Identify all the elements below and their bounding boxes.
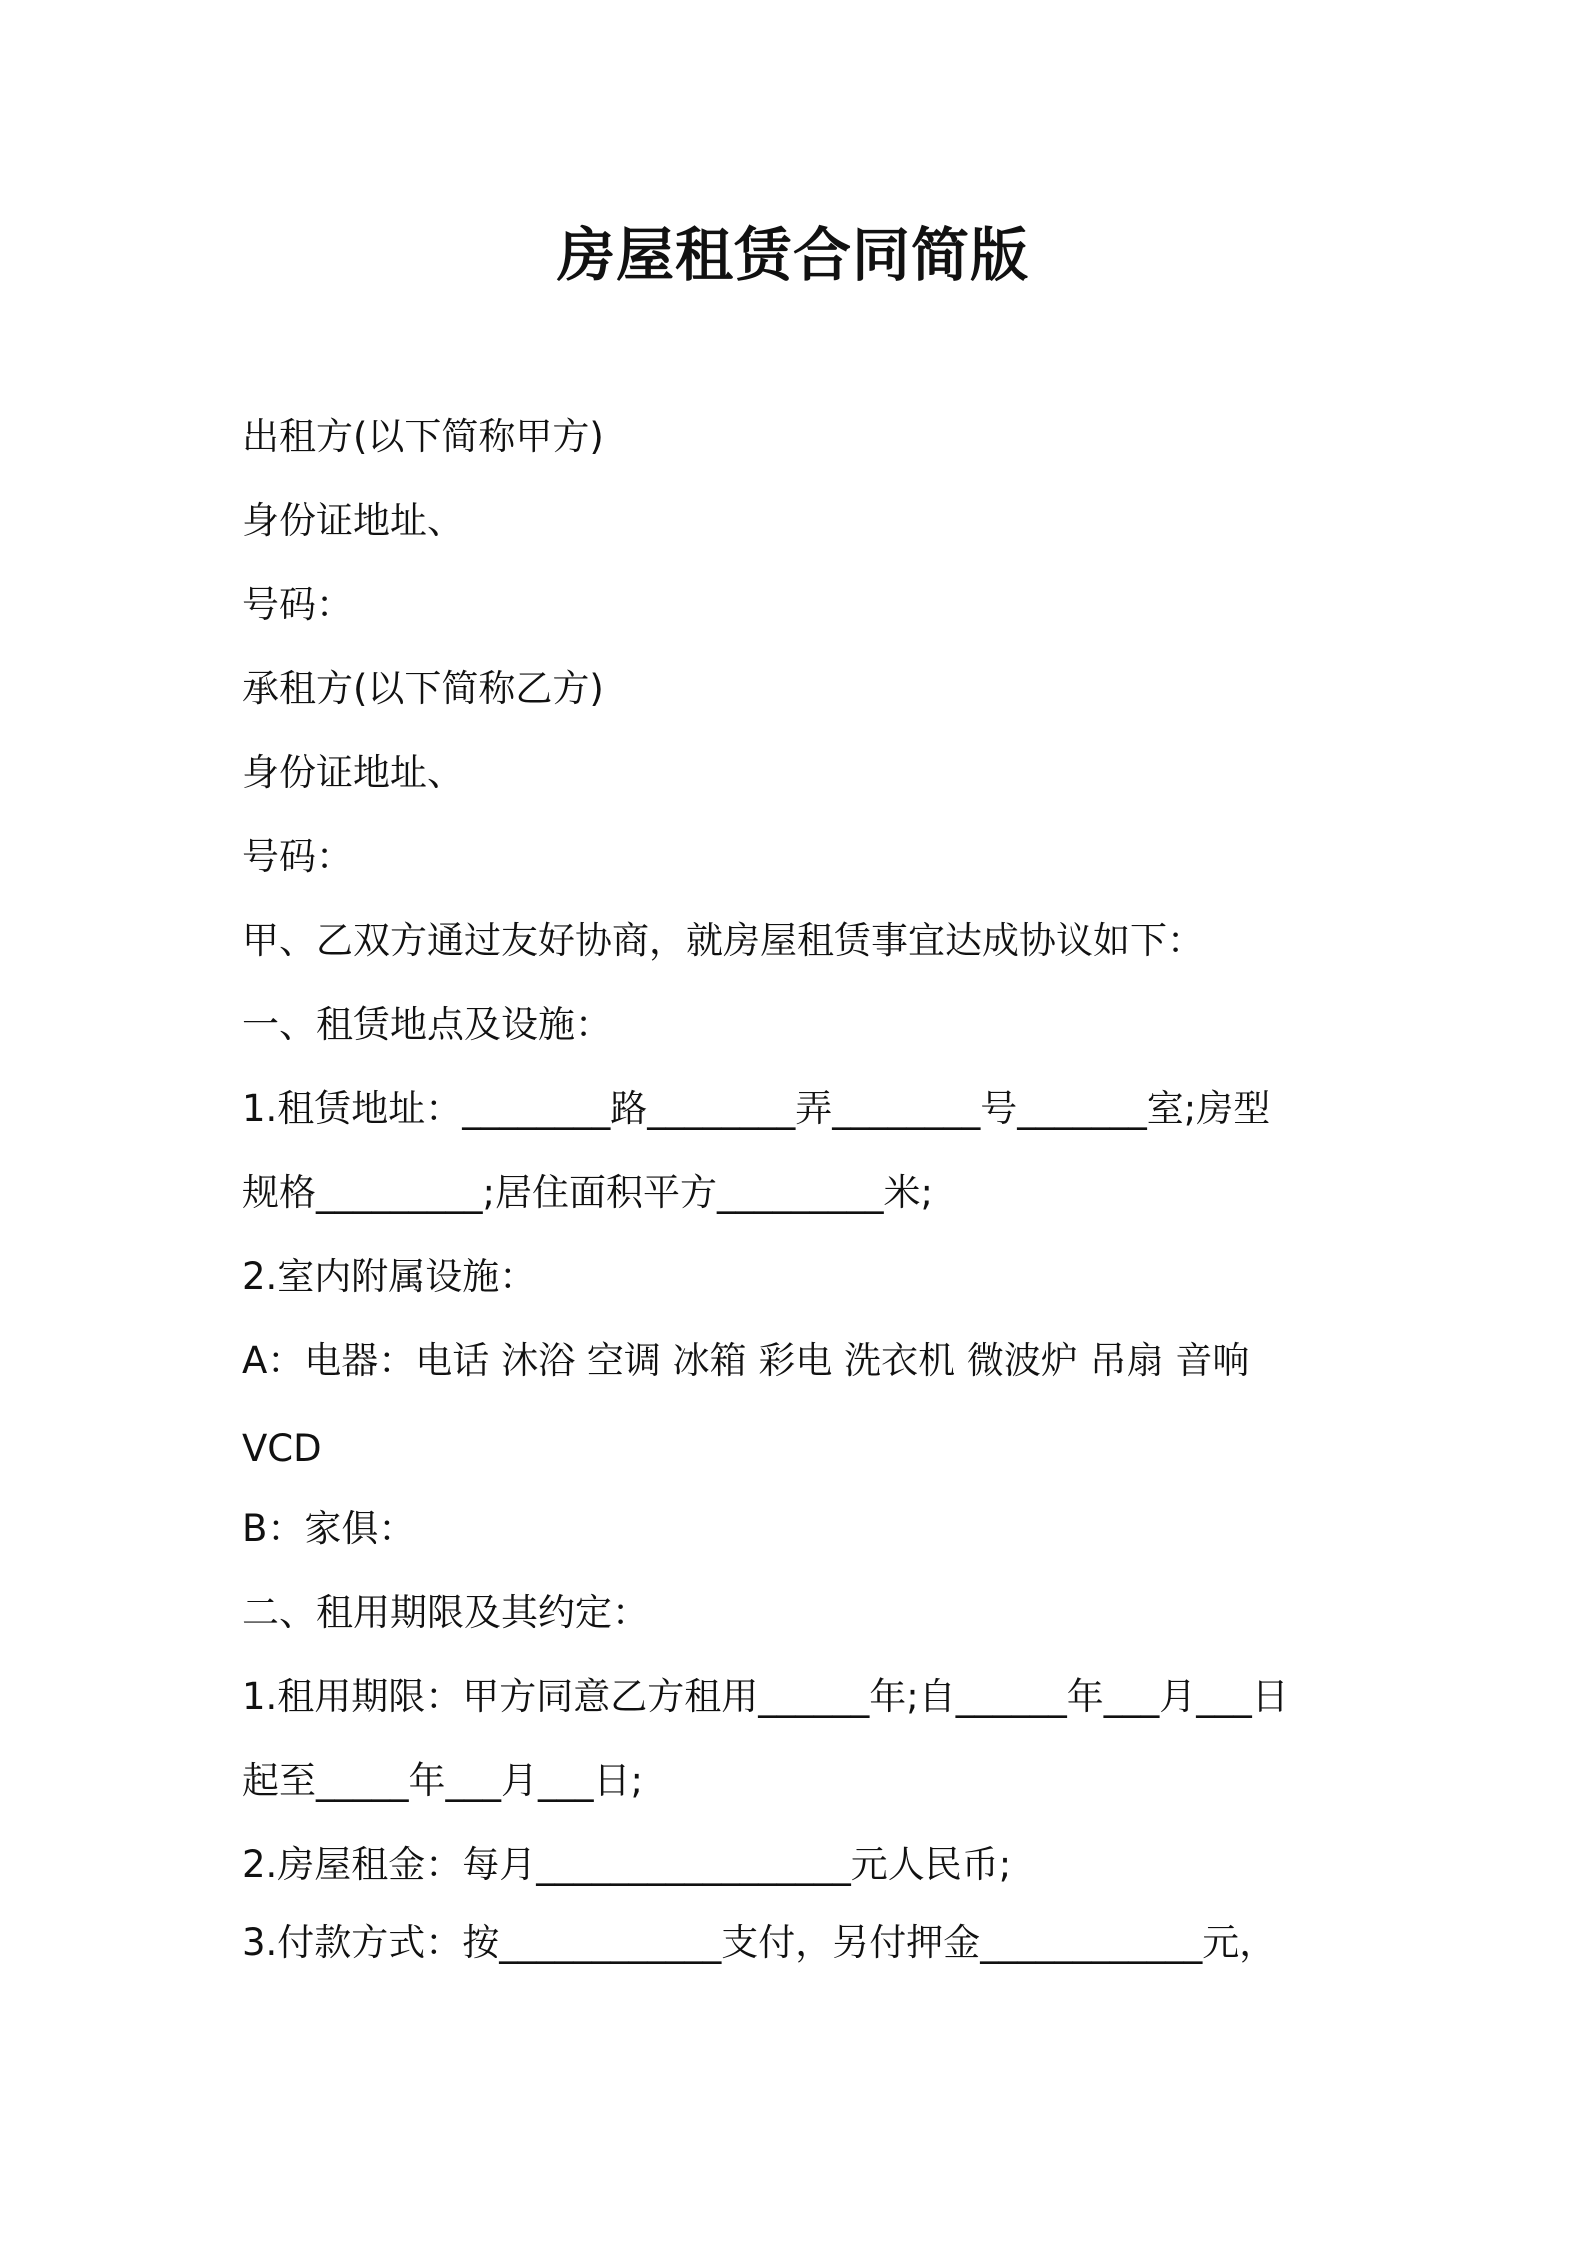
payment-method-line: 3.付款方式：按____________支付，另付押金____________元， [242, 1921, 1277, 1964]
lessee-line: 承租方(以下简称乙方) [242, 667, 604, 710]
lease-term-line: 1.租用期限：甲方同意乙方租用______年;自______年___月___日 [242, 1675, 1289, 1718]
document-title: 房屋租赁合同简版 [556, 221, 1029, 289]
lessee-id-number-line: 号码： [242, 835, 353, 878]
appliances-line: A：电器：电话 沐浴 空调 冰箱 彩电 洗衣机 微波炉 吊扇 音响 [242, 1339, 1250, 1382]
lessor-id-address-line: 身份证地址、 [242, 499, 464, 542]
lease-term-end-line: 起至_____年___月___日; [242, 1759, 643, 1802]
facilities-heading: 2.室内附属设施： [242, 1255, 537, 1298]
lessor-id-number-line: 号码： [242, 583, 353, 626]
rental-address-line: 1.租赁地址：________路________弄________号_______室;房型 [242, 1087, 1271, 1130]
appliances-continued-line: VCD [242, 1427, 322, 1470]
section-two-heading: 二、租用期限及其约定： [242, 1591, 649, 1634]
agreement-intro-line: 甲、乙双方通过友好协商，就房屋租赁事宜达成协议如下： [242, 919, 1204, 962]
lessor-line: 出租方(以下简称甲方) [242, 415, 604, 458]
section-one-heading: 一、租赁地点及设施： [242, 1003, 612, 1046]
furniture-line: B：家俱： [242, 1507, 416, 1550]
room-spec-line: 规格_________;居住面积平方_________米; [242, 1171, 933, 1214]
monthly-rent-line: 2.房屋租金：每月_________________元人民币; [242, 1843, 1012, 1886]
lessee-id-address-line: 身份证地址、 [242, 751, 464, 794]
